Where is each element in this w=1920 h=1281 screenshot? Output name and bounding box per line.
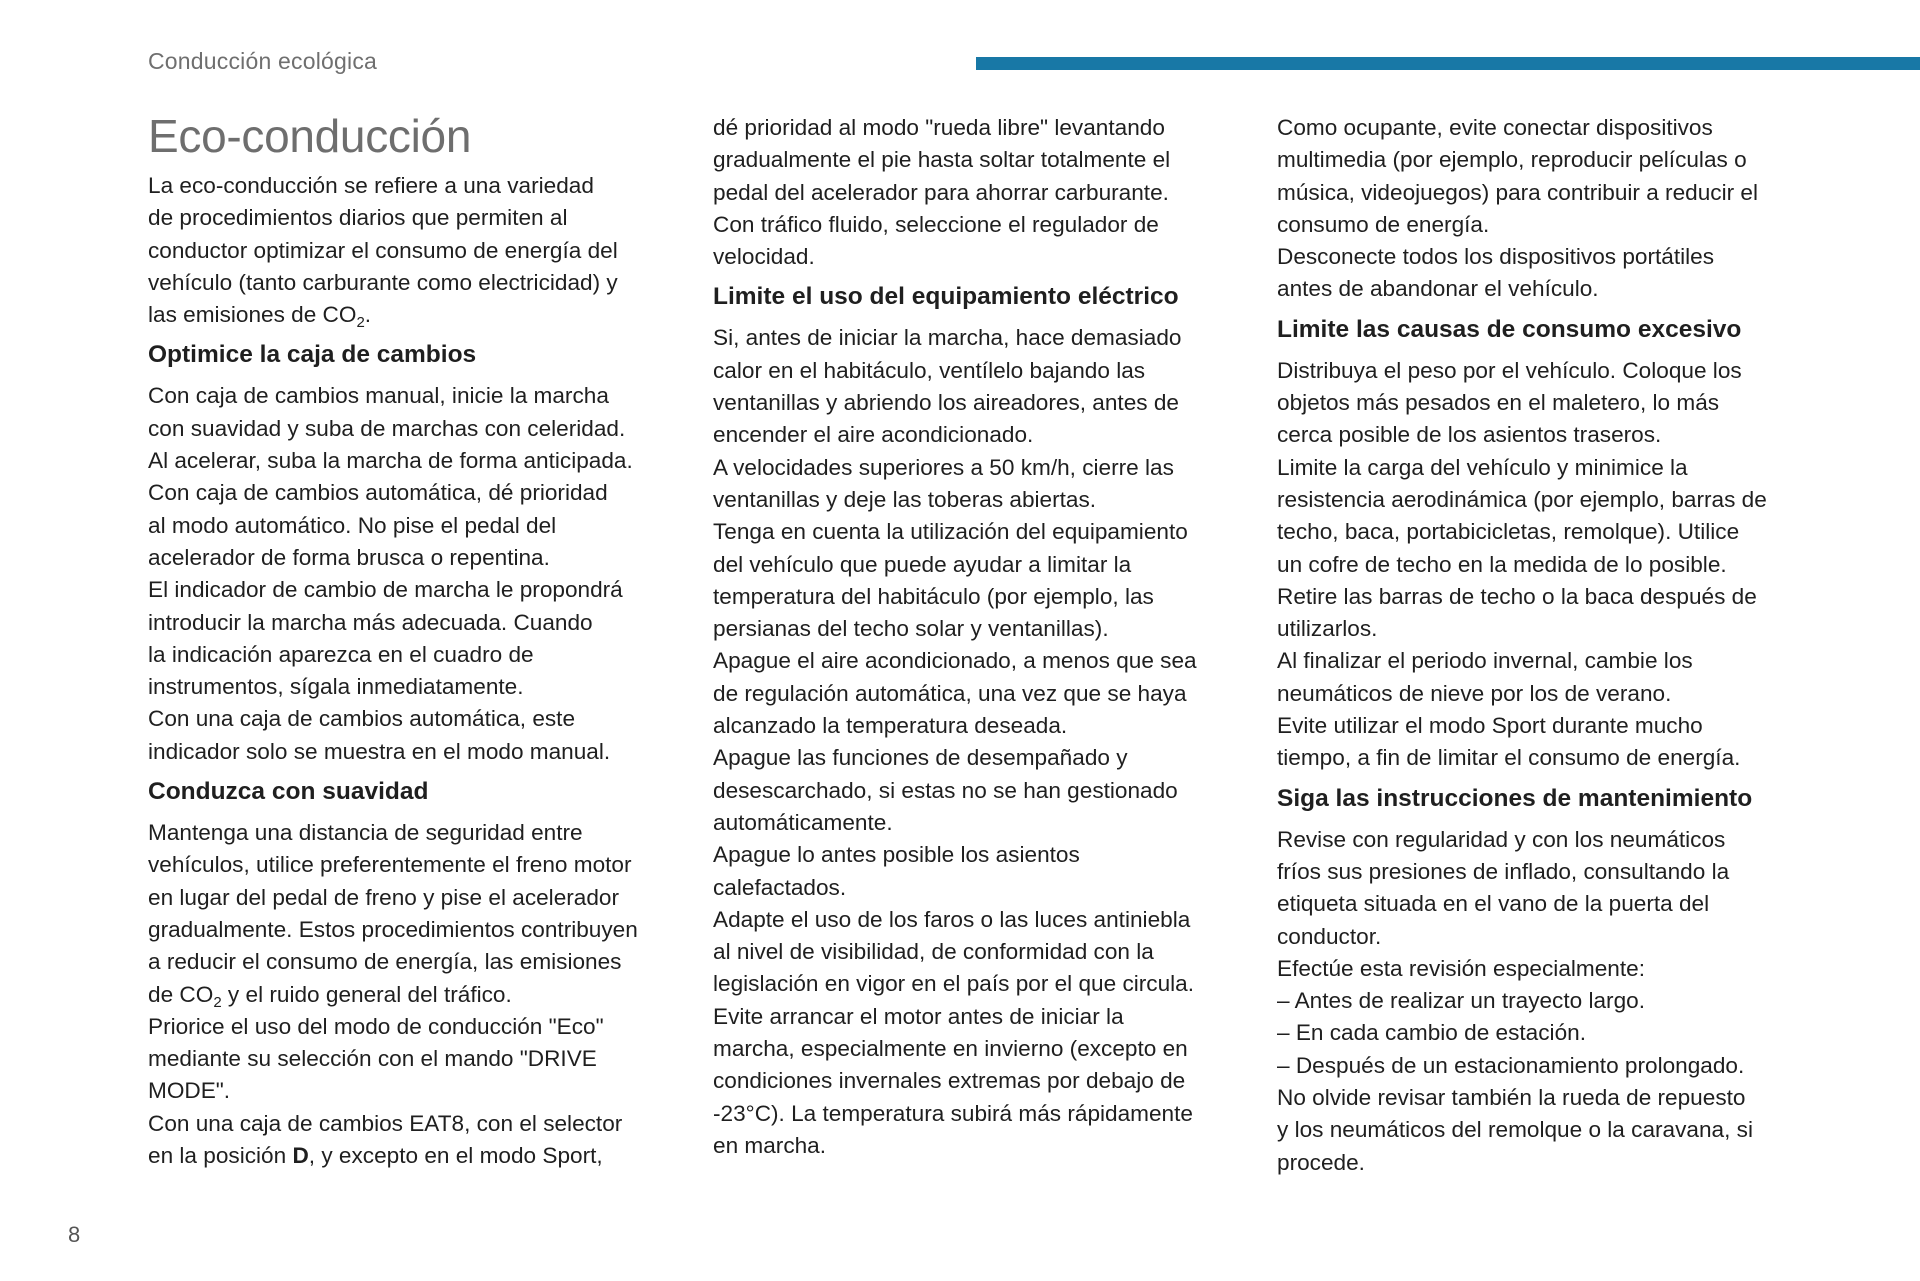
text-line: Revise con regularidad y con los neumáticos [1277, 826, 1726, 852]
text-line: Evite arrancar el motor antes de iniciar la [713, 1003, 1124, 1029]
text-line: dé prioridad al modo "rueda libre" levantando [713, 115, 1165, 140]
text-line: Evite utilizar el modo Sport durante mucho [1277, 713, 1703, 739]
text-line: Al acelerar, suba la marcha de forma anticipada. [148, 448, 633, 474]
text-line: objetos más pesados en el maletero, lo más [1277, 390, 1720, 416]
page-number: 8 [68, 1222, 81, 1247]
text-line: Apague el aire acondicionado, a menos que sea [713, 648, 1197, 674]
subscript: 2 [356, 314, 365, 332]
header-accent-bar [976, 57, 1920, 70]
text-line: techo, baca, portabicicletas, remolque). Utilice [1277, 519, 1740, 545]
text-line: Priorice el uso del modo de conducción "Eco" [148, 1013, 604, 1039]
text-line: la indicación aparezca en el cuadro de [148, 641, 534, 667]
text-line: tiempo, a fin de limitar el consumo de energía. [1277, 745, 1741, 771]
column-3 [1277, 112, 1817, 1179]
text-span: de CO [148, 981, 214, 1007]
text-span: en la posición [148, 1143, 293, 1169]
text-line: condiciones invernales extremas por debajo de [713, 1068, 1186, 1094]
text-line: indicador solo se muestra en el modo manual. [148, 738, 611, 764]
text-line: No olvide revisar también la rueda de repuesto [1277, 1085, 1746, 1111]
text-line: pedal del acelerador para ahorrar carburante. [713, 179, 1169, 205]
text-line: legislación en vigor en el país por el que circula. [713, 971, 1195, 997]
text-line: Desconecte todos los dispositivos portátiles [1277, 244, 1715, 270]
text-line: MODE". [148, 1078, 231, 1104]
column-2 [713, 112, 1253, 1162]
text-line: encender el aire acondicionado. [713, 422, 1034, 448]
text-line: gradualmente el pie hasta soltar totalmente el [713, 147, 1171, 173]
list-item: – Después de un estacionamiento prolongado. [1277, 1052, 1745, 1078]
section-heading-smooth: Conduzca con suavidad [148, 778, 429, 806]
text-span: y el ruido general del tráfico. [221, 981, 512, 1007]
text-span: . [364, 302, 372, 328]
text-line [148, 1140, 688, 1172]
text-line: de regulación automática, una vez que se haya [713, 680, 1187, 706]
text-line: Al finalizar el periodo invernal, cambie los [1277, 648, 1693, 674]
page-title: Eco-conducción [148, 110, 472, 162]
text-line: procede. [1277, 1149, 1365, 1175]
text-line: Como ocupante, evite conectar dispositivos [1277, 115, 1713, 140]
text-line: fríos sus presiones de inflado, consultando la [1277, 858, 1730, 884]
text-line: Adapte el uso de los faros o las luces antiniebla [713, 906, 1191, 932]
electric-paragraph [713, 322, 1253, 1162]
continued-paragraph [1277, 112, 1817, 306]
text-line: Con caja de cambios manual, inicie la marcha [148, 383, 609, 409]
text-line: A velocidades superiores a 50 km/h, cierre las [713, 454, 1174, 480]
text-line: al modo automático. No pise el pedal del [148, 512, 557, 538]
section-heading-electric: Limite el uso del equipamiento eléctrico [713, 283, 1179, 311]
text-line: Con tráfico fluido, seleccione el regulador de [713, 211, 1159, 237]
text-line: del vehículo que puede ayudar a limitar la [713, 551, 1132, 577]
text-line: cerca posible de los asientos traseros. [1277, 422, 1662, 448]
text-line: en lugar del pedal de freno y pise el acelerador [148, 884, 620, 910]
text-line: Retire las barras de techo o la baca después de [1277, 583, 1757, 609]
text-line: gradualmente. Estos procedimientos contribuyen [148, 916, 638, 942]
subscript: 2 [213, 993, 222, 1011]
text-line: conductor optimizar el consumo de energía del [148, 237, 618, 263]
text-line: Distribuya el peso por el vehículo. Coloque los [1277, 357, 1742, 383]
text-line: etiqueta situada en el vano de la puerta del [1277, 891, 1710, 917]
text-line: con suavidad y suba de marchas con celeridad. [148, 415, 626, 441]
text-line: velocidad. [713, 244, 815, 270]
text-line: utilizarlos. [1277, 616, 1378, 642]
text-line: Efectúe esta revisión especialmente: [1277, 955, 1645, 981]
text-line: neumáticos de nieve por los de verano. [1277, 680, 1672, 706]
text-line: ventanillas y abriendo los aireadores, antes de [713, 390, 1179, 416]
text-line: consumo de energía. [1277, 211, 1490, 237]
text-line: Apague lo antes posible los asientos [713, 842, 1080, 868]
text-line [148, 979, 688, 1011]
text-line: y los neumáticos del remolque o la caravana, si [1277, 1117, 1753, 1143]
text-line: La eco-conducción se refiere a una variedad [148, 173, 594, 198]
text-line: -23°C). La temperatura subirá más rápidamente [713, 1100, 1193, 1126]
text-line: en marcha. [713, 1132, 827, 1158]
text-line: alcanzado la temperatura deseada. [713, 713, 1068, 739]
text-line: calor en el habitáculo, ventílelo bajando las [713, 357, 1146, 383]
text-line: Tenga en cuenta la utilización del equipamiento [713, 519, 1188, 545]
text-line: música, videojuegos) para contribuir a reducir el [1277, 179, 1758, 205]
intro-paragraph [148, 170, 688, 331]
list-item: – En cada cambio de estación. [1277, 1020, 1586, 1046]
text-line: antes de abandonar el vehículo. [1277, 276, 1599, 302]
text-line: calefactados. [713, 874, 847, 900]
section-label: Conducción ecológica [148, 48, 378, 74]
excess-paragraph [1277, 355, 1817, 775]
text-line: multimedia (por ejemplo, reproducir películas o [1277, 147, 1747, 173]
text-line: de procedimientos diarios que permiten al [148, 205, 568, 231]
text-line: Con una caja de cambios EAT8, con el selector [148, 1110, 623, 1136]
text-line: Apague las funciones de desempañado y [713, 745, 1128, 771]
bold-span: D [292, 1143, 309, 1169]
text-line: Con caja de cambios automática, dé prioridad [148, 480, 608, 506]
text-span: , y excepto en el modo Sport, [308, 1143, 603, 1169]
continued-paragraph [713, 112, 1253, 273]
text-line: persianas del techo solar y ventanillas). [713, 616, 1109, 642]
text-line: automáticamente. [713, 809, 893, 835]
text-line: a reducir el consumo de energía, las emisiones [148, 949, 622, 975]
text-line: ventanillas y deje las toberas abiertas. [713, 486, 1097, 512]
text-line: conductor. [1277, 923, 1382, 949]
text-line: Limite la carga del vehículo y minimice la [1277, 454, 1688, 480]
section-heading-excess: Limite las causas de consumo excesivo [1277, 315, 1742, 343]
text-line: mediante su selección con el mando "DRIVE [148, 1046, 597, 1072]
text-line: Mantenga una distancia de seguridad entre [148, 820, 583, 846]
text-line: Si, antes de iniciar la marcha, hace demasiado [713, 325, 1182, 351]
text-line: vehículos, utilice preferentemente el freno motor [148, 852, 632, 878]
gearbox-paragraph [148, 380, 688, 768]
text-line: resistencia aerodinámica (por ejemplo, barras de [1277, 486, 1767, 512]
text-line: acelerador de forma brusca o repentina. [148, 544, 550, 570]
column-1 [148, 112, 688, 1172]
smooth-paragraph [148, 817, 688, 1172]
text-line: introducir la marcha más adecuada. Cuando [148, 609, 593, 635]
maintenance-paragraph [1277, 824, 1817, 1179]
text-line: instrumentos, sígala inmediatamente. [148, 674, 524, 700]
text-line: vehículo (tanto carburante como electricidad) y [148, 269, 618, 295]
text-line: desescarchado, si estas no se han gestionado [713, 777, 1178, 803]
list-item: – Antes de realizar un trayecto largo. [1277, 988, 1645, 1014]
text-line: un cofre de techo en la medida de lo posible. [1277, 551, 1727, 577]
text-line: El indicador de cambio de marcha le propondrá [148, 577, 623, 603]
section-heading-gearbox: Optimice la caja de cambios [148, 341, 477, 369]
text-line [148, 299, 688, 331]
text-span: las emisiones de CO [148, 302, 357, 328]
text-line: marcha, especialmente en invierno (excepto en [713, 1036, 1188, 1062]
text-line: Con una caja de cambios automática, este [148, 706, 576, 732]
section-heading-maintenance: Siga las instrucciones de mantenimiento [1277, 784, 1753, 812]
text-line: temperatura del habitáculo (por ejemplo, las [713, 583, 1154, 609]
text-line: al nivel de visibilidad, de conformidad con la [713, 939, 1154, 965]
